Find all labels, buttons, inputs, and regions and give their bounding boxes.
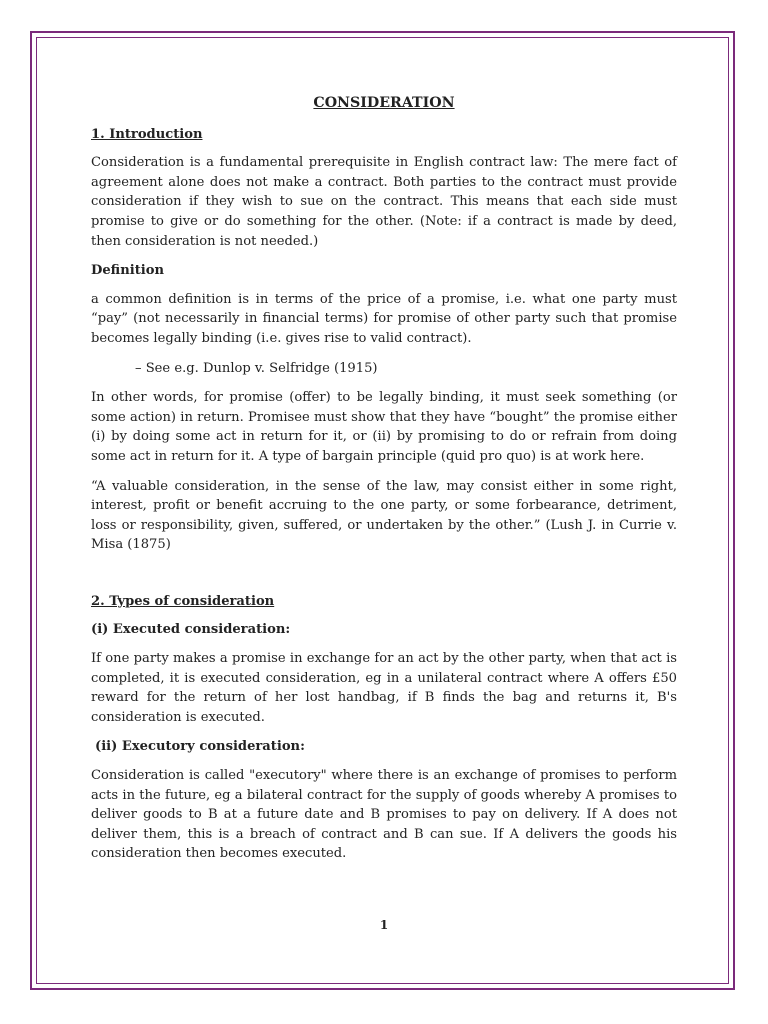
executed-paragraph: If one party makes a promise in exchange for an act by the other party, when that act is completed, it is executed consideration, eg in a unilateral contract where A offers £50 reward for the return of her lost handbag, if B finds the bag and returns it, B's consideration is executed. [91, 651, 677, 725]
executory-heading: (ii) Executory consideration: [95, 739, 305, 755]
other-words-paragraph: In other words, for promise (offer) to be legally binding, it must seek something (or some action) in return. Promisee must show that they have “bought” the promise either (i) by doing some act in return for it, or (ii) by promising to do or refrain from doing some act in return for it. A type of bargain principle (quid pro quo) is at work here. [91, 390, 677, 464]
page-number: 1 [379, 918, 389, 932]
types-heading: 2. Types of consideration [91, 593, 275, 609]
quote-paragraph: “A valuable consideration, in the sense of the law, may consist either in some right, interest, profit or benefit accruing to the one party, or some forbearance, detriment, loss or responsibility, given, suffered, or undertaken by the other.” (Lush J. in Currie v. Misa (1875) [91, 478, 677, 553]
definition-case: – See e.g. Dunlop v. Selfridge (1915) [135, 360, 378, 376]
intro-paragraph: Consideration is a fundamental prerequisite in English contract law: The mere fact of agreement alone does not make a contract. Both parties to the contract must provide consideration if they wish to sue on the contract. This means that each side must promise to give or do something for the other. (Note: if a contract is made by deed, then consideration is not needed.) [91, 155, 677, 249]
executory-paragraph: Consideration is called "executory" where there is an exchange of promises to perform acts in the future, eg a bilateral contract for the supply of goods whereby A promises to deliver goods to B at a future date and B promises to pay on delivery. If A does not deliver them, this is a breach of contract and B can sue. If A delivers the goods his consideration then becomes executed. [91, 768, 677, 862]
definition-paragraph: a common definition is in terms of the price of a promise, i.e. what one party must “pay” (not necessarily in financial terms) for promise of other party such that promise becomes legally binding (i.e. gives rise to valid contract). [91, 291, 677, 346]
definition-heading: Definition [91, 263, 164, 279]
intro-heading: 1. Introduction [91, 126, 203, 142]
document-title: CONSIDERATION [313, 95, 455, 111]
executed-heading: (i) Executed consideration: [91, 622, 291, 638]
section-gap [91, 565, 677, 592]
document-body [91, 94, 677, 874]
